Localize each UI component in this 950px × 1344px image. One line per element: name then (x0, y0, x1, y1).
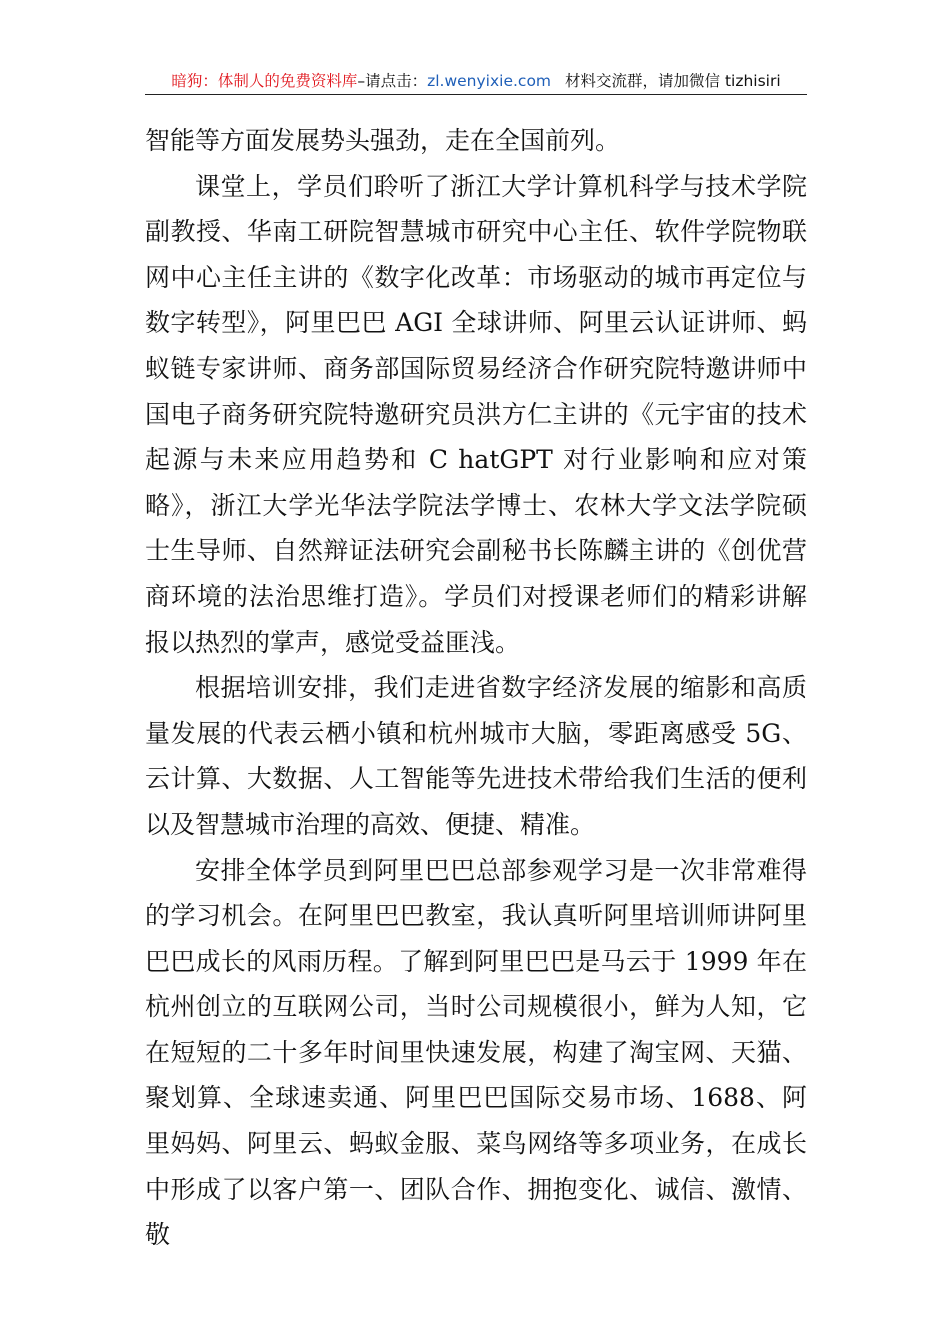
paragraph-alibaba: 安排全体学员到阿里巴巴总部参观学习是一次非常难得的学习机会。在阿里巴巴教室，我认真听阿里培训师讲阿里巴巴成长的风雨历程。了解到阿里巴巴是马云于 1999 年在杭州创立的互联网公司，当时公司规模很小，鲜为人知，它在短短的二十多年时间里快速发展，构建了淘宝网、天猫、聚划算、全球速卖通、阿里巴巴国际交易市场、1688、阿里妈妈、阿里云、蚂蚁金服、菜鸟网络等多项业务，在成长中形成了以客户第一、团队合作、拥抱变化、诚信、激情、敬 (145, 855, 807, 1250)
header-click-label: –请点击： (357, 72, 428, 90)
document-body (145, 118, 807, 1258)
header-divider (145, 94, 807, 95)
paragraph-lectures: 课堂上，学员们聆听了浙江大学计算机科学与技术学院副教授、华南工研院智慧城市研究中心主任、软件学院物联网中心主任主讲的《数字化改革：市场驱动的城市再定位与数字转型》，阿里巴巴 AGI 全球讲师、阿里云认证讲师、蚂蚁链专家讲师、商务部国际贸易经济合作研究院特邀讲师中国电子商务研究院特邀研究员洪方仁主讲的《元宇宙的技术起源与未来应用趋势和 C hatGPT 对行业影响和应对策略》，浙江大学光华法学院法学博士、农林大学文法学院硕士生导师、自然辩证法研究会副秘书长陈麟主讲的《创优营商环境的法治思维打造》。学员们对授课老师们的精彩讲解报以热烈的掌声，感觉受益匪浅。 (145, 171, 807, 657)
header-wechat-note: 材料交流群，请加微信 tizhisiri (565, 72, 781, 90)
header-url-link[interactable]: zl.wenyixie.com (427, 72, 552, 90)
header-site-label: 暗狗：体制人的免费资料库 (171, 72, 358, 90)
paragraph-site-visit: 根据培训安排，我们走进省数字经济发展的缩影和高质量发展的代表云栖小镇和杭州城市大脑，零距离感受 5G、云计算、大数据、人工智能等先进技术带给我们生活的便利以及智慧城市治理的高效、便捷、精准。 (145, 673, 807, 839)
paragraph-continuation: 智能等方面发展势头强劲，走在全国前列。 (145, 126, 621, 155)
page-header (145, 68, 807, 94)
